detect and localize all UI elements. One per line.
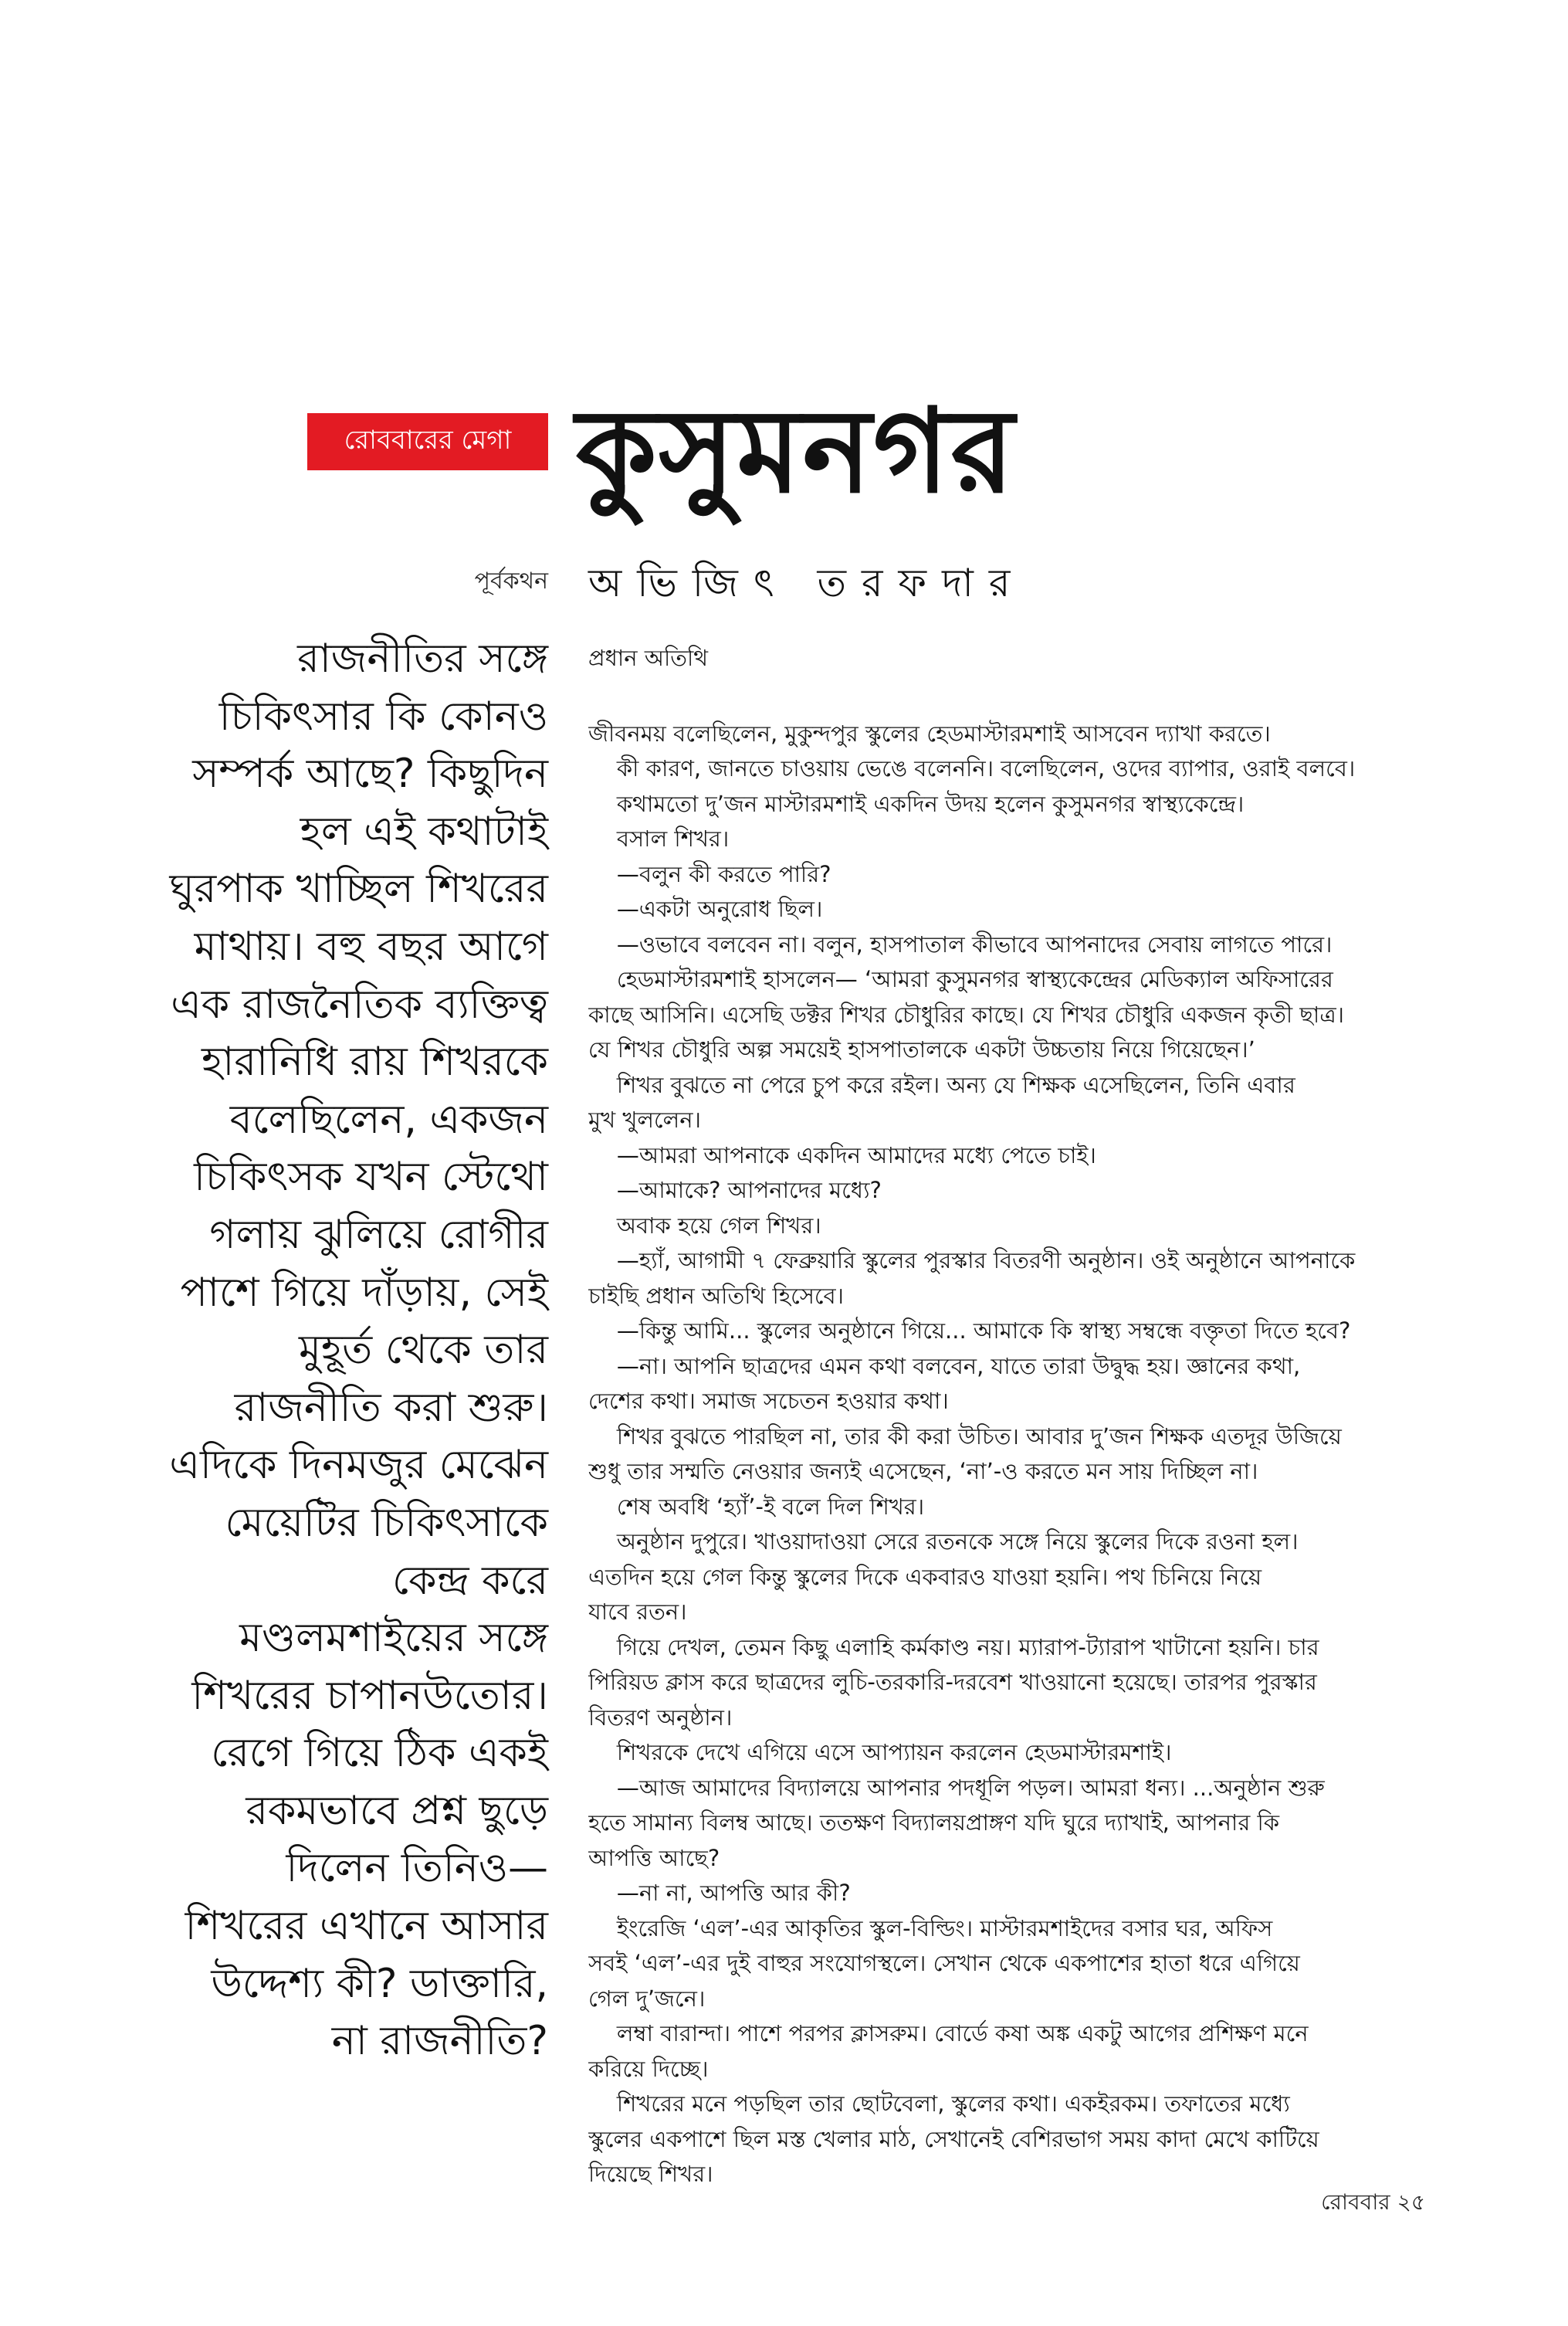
summary-line: সম্পর্ক আছে? কিছুদিন xyxy=(192,751,548,798)
summary-line: শিখরের এখানে আসার xyxy=(185,1903,548,1950)
body-line: শেষ অবধি ‘হ্যাঁ’-ই বলে দিল শিখর। xyxy=(588,1493,925,1520)
body-line: বসাল শিখর। xyxy=(588,826,730,852)
body-line: কাছে আসিনি। এসেছি ডক্টর শিখর চৌধুরির কাছে। যে শিখর চৌধুরি একজন কৃতী ছাত্র। xyxy=(588,1001,1344,1028)
summary-line: হল এই কথাটাই xyxy=(300,808,548,855)
summary-line: দিলেন তিনিও— xyxy=(286,1845,548,1892)
section-subheading: প্রধান অতিথি xyxy=(588,645,709,671)
body-line: —হ্যাঁ, আগামী ৭ ফেব্রুয়ারি স্কুলের পুরস্কার বিতরণী অনুষ্ঠান। ওই অনুষ্ঠানে আপনাকে xyxy=(588,1247,1356,1273)
body-line: দিয়েছে শিখর। xyxy=(588,2161,713,2187)
body-line: শিখর বুঝতে পারছিল না, তার কী করা উচিত। আবার দু’জন শিক্ষক এতদূর উজিয়ে xyxy=(588,1422,1342,1450)
section-tag: রোববারের মেগা xyxy=(307,413,548,470)
body-line: শিখরকে দেখে এগিয়ে এসে আপ্যায়ন করলেন হেডমাস্টারমশাই। xyxy=(588,1739,1172,1765)
body-line: স্কুলের একপাশে ছিল মস্ত খেলার মাঠ, সেখানেই বেশিরভাগ সময় কাদা মেখে কাটিয়ে xyxy=(588,2125,1319,2152)
body-line: এতদিন হয়ে গেল কিন্তু স্কুলের দিকে একবারও যাওয়া হয়নি। পথ চিনিয়ে নিয়ে xyxy=(588,1563,1262,1590)
body-line: যাবে রতন। xyxy=(588,1599,687,1625)
summary-line: এক রাজনৈতিক ব্যক্তিত্ব xyxy=(171,981,548,1028)
previous-summary xyxy=(145,630,548,2070)
summary-line: হারানিধি রায় শিখরকে xyxy=(201,1039,548,1086)
body-line: শুধু তার সম্মতি নেওয়ার জন্যই এসেছেন, ‘না’-ও করতে মন সায় দিচ্ছিল না। xyxy=(588,1458,1258,1484)
body-line: হতে সামান্য বিলম্ব আছে। ততক্ষণ বিদ্যালয়প্রাঙ্গণ যদি ঘুরে দ্যাখাই, আপনার কি xyxy=(588,1809,1280,1836)
body-line: কী কারণ, জানতে চাওয়ায় ভেঙে বলেননি। বলেছিলেন, ওদের ব্যাপার, ওরাই বলবে। xyxy=(588,755,1356,782)
page-footer: রোববার ২৫ xyxy=(1321,2189,1425,2215)
summary-line: মাথায়। বহু বছর আগে xyxy=(194,923,548,970)
body-line: —বলুন কী করতে পারি? xyxy=(588,860,831,887)
summary-line: গলায় ঝুলিয়ে রোগীর xyxy=(209,1211,548,1258)
summary-line: বলেছিলেন, একজন xyxy=(229,1096,548,1143)
body-line: ইংরেজি ‘এল’-এর আকৃতির স্কুল-বিল্ডিং। মাস্টারমশাইদের বসার ঘর, অফিস xyxy=(588,1914,1273,1941)
body-line: কথামতো দু’জন মাস্টারমশাই একদিন উদয় হলেন কুসুমনগর স্বাস্থ্যকেন্দ্রে। xyxy=(588,790,1245,817)
body-line: বিতরণ অনুষ্ঠান। xyxy=(588,1704,733,1731)
body-line: চাইছি প্রধান অতিথি হিসেবে। xyxy=(588,1282,845,1309)
body-line: —না না, আপত্তি আর কী? xyxy=(588,1880,851,1906)
body-line: শিখর বুঝতে না পেরে চুপ করে রইল। অন্য যে শিক্ষক এসেছিলেন, তিনি এবার xyxy=(588,1071,1295,1098)
body-line: হেডমাস্টারমশাই হাসলেন— ‘আমরা কুসুমনগর স্বাস্থ্যকেন্দ্রের মেডিক্যাল অফিসারের xyxy=(588,966,1333,992)
body-line: —আজ আমাদের বিদ্যালয়ে আপনার পদধূলি পড়ল। আমরা ধন্য। ...অনুষ্ঠান শুরু xyxy=(588,1774,1325,1801)
story-body xyxy=(588,641,1422,2192)
body-line: লম্বা বারান্দা। পাশে পরপর ক্লাসরুম। বোর্ডে কষা অঙ্ক একটু আগের প্রশিক্ষণ মনে xyxy=(588,2020,1309,2046)
previous-summary-label: পূর্বকথন xyxy=(474,568,548,595)
summary-line: ঘুরপাক খাচ্ছিল শিখরের xyxy=(169,866,548,913)
summary-line: মেয়েটির চিকিৎসাকে xyxy=(225,1499,548,1546)
author-name: অভিজিৎ তরফদার xyxy=(588,561,1026,605)
body-line: —একটা অনুরোধ ছিল। xyxy=(588,896,823,922)
summary-line: রাজনীতির সঙ্গে xyxy=(297,636,548,682)
summary-line: রেগে গিয়ে ঠিক একই xyxy=(211,1730,548,1777)
body-line: —আমাকে? আপনাদের মধ্যে? xyxy=(588,1177,882,1203)
summary-line: রকমভাবে প্রশ্ন ছুড়ে xyxy=(246,1787,548,1834)
summary-line: রাজনীতি করা শুরু। xyxy=(234,1384,548,1431)
body-line: —কিন্তু আমি... স্কুলের অনুষ্ঠানে গিয়ে... আমাকে কি স্বাস্থ্য সম্বন্ধে বক্তৃতা দিতে হবে? xyxy=(588,1317,1351,1344)
summary-line: চিকিৎসার কি কোনও xyxy=(218,693,548,740)
summary-line: মণ্ডলমশাইয়ের সঙ্গে xyxy=(239,1615,548,1662)
summary-line: না রাজনীতি? xyxy=(331,2018,548,2065)
summary-line: মুহূর্ত থেকে তার xyxy=(298,1327,548,1374)
body-line: শিখরের মনে পড়ছিল তার ছোটবেলা, স্কুলের কথা। একইরকম। তফাতের মধ্যে xyxy=(588,2090,1290,2117)
body-line: অবাক হয়ে গেল শিখর। xyxy=(588,1212,821,1239)
body-line: গিয়ে দেখল, তেমন কিছু এলাহি কর্মকাণ্ড নয়। ম্যারাপ-ট্যারাপ খাটানো হয়নি। চার xyxy=(588,1633,1319,1660)
body-line: —ওভাবে বলবেন না। বলুন, হাসপাতাল কীভাবে আপনাদের সেবায় লাগতে পারে। xyxy=(588,931,1333,958)
body-line: —আমরা আপনাকে একদিন আমাদের মধ্যে পেতে চাই। xyxy=(588,1141,1096,1168)
summary-line: কেন্দ্র করে xyxy=(392,1557,548,1604)
body-text xyxy=(588,717,1422,2192)
story-title: কুসুমনগর xyxy=(576,385,1016,519)
body-line: —না। আপনি ছাত্রদের এমন কথা বলবেন, যাতে তারা উদ্বুদ্ধ হয়। জ্ঞানের কথা, xyxy=(588,1352,1301,1379)
summary-line: উদ্দেশ্য কী? ডাক্তারি, xyxy=(211,1960,548,2007)
summary-line: পাশে গিয়ে দাঁড়ায়, সেই xyxy=(180,1269,548,1316)
body-line: মুখ খুললেন। xyxy=(588,1107,701,1133)
summary-line: এদিকে দিনমজুর মেঝেন xyxy=(169,1442,548,1489)
body-line: পিরিয়ড ক্লাস করে ছাত্রদের লুচি-তরকারি-দরবেশ খাওয়ানো হয়েছে। তারপর পুরস্কার xyxy=(588,1669,1317,1695)
body-line: অনুষ্ঠান দুপুরে। খাওয়াদাওয়া সেরে রতনকে সঙ্গে নিয়ে স্কুলের দিকে রওনা হল। xyxy=(588,1528,1299,1555)
body-line: আপত্তি আছে? xyxy=(588,1844,720,1871)
body-line: দেশের কথা। সমাজ সচেতন হওয়ার কথা। xyxy=(588,1388,949,1414)
body-line: করিয়ে দিচ্ছে। xyxy=(588,2055,709,2082)
body-line: জীবনময় বলেছিলেন, মুকুন্দপুর স্কুলের হেডমাস্টারমশাই আসবেন দ্যাখা করতে। xyxy=(588,720,1271,747)
summary-line: চিকিৎসক যখন স্টেথো xyxy=(194,1154,548,1201)
body-line: যে শিখর চৌধুরি অল্প সময়েই হাসপাতালকে একটা উচ্চতায় নিয়ে গিয়েছেন।’ xyxy=(588,1036,1255,1063)
body-line: সবই ‘এল’-এর দুই বাহুর সংযোগস্থলে। সেখান থেকে একপাশের হাতা ধরে এগিয়ে xyxy=(588,1950,1300,1976)
summary-line: শিখরের চাপানউতোর। xyxy=(191,1672,548,1719)
body-line: গেল দু’জনে। xyxy=(588,1985,706,2012)
